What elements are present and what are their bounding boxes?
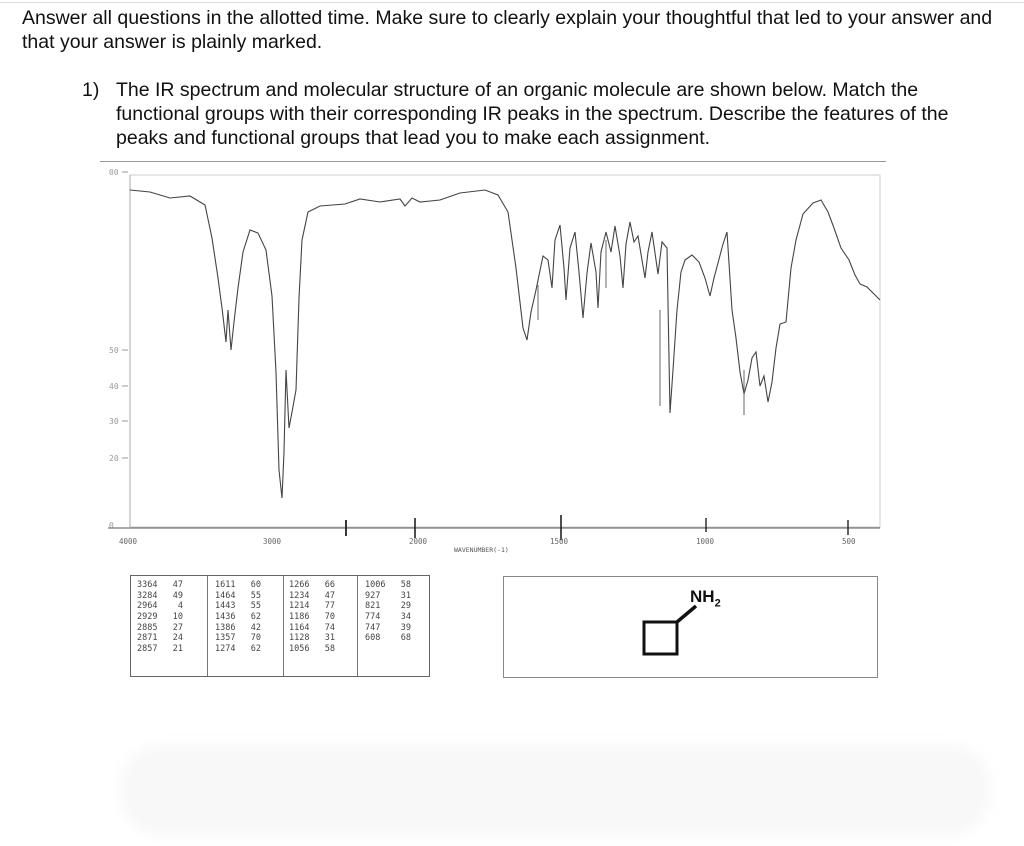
y-tick-label: 30 — [109, 417, 119, 426]
peak-wavenumber: 1006 — [365, 580, 386, 590]
peak-wavenumber: 1464 — [215, 590, 236, 601]
y-tick-label: 20 — [109, 454, 119, 463]
peak-row — [137, 633, 183, 644]
peak-row — [215, 591, 261, 602]
peak-transmittance: 70 — [324, 612, 335, 623]
peak-transmittance: 29 — [400, 601, 411, 612]
peak-transmittance: 34 — [400, 612, 411, 623]
top-divider — [0, 2, 1024, 3]
peak-column — [137, 580, 183, 655]
peak-row — [365, 633, 411, 644]
peak-wavenumber: 1186 — [289, 612, 310, 623]
peak-wavenumber: 1056 — [289, 644, 310, 655]
peak-row — [137, 601, 183, 612]
ir-spectrum — [100, 160, 890, 555]
peak-row — [289, 623, 335, 634]
peak-row — [215, 612, 261, 623]
peak-row — [289, 633, 335, 644]
y-tick-label: 00 — [109, 168, 119, 177]
peak-transmittance: 21 — [172, 644, 183, 655]
peak-row — [289, 612, 335, 623]
peak-column — [215, 580, 261, 655]
peak-transmittance: 47 — [324, 590, 335, 601]
peak-wavenumber: 2964 — [137, 601, 158, 612]
peak-transmittance: 10 — [172, 612, 183, 623]
peak-transmittance: 74 — [324, 622, 335, 633]
x-tick-label: 500 — [842, 537, 856, 546]
peak-wavenumber: 1386 — [215, 622, 236, 633]
peak-row — [365, 601, 411, 612]
y-tick-labels — [109, 168, 119, 530]
peak-row — [365, 612, 411, 623]
peak-row — [215, 644, 261, 655]
peak-row — [215, 623, 261, 634]
peak-transmittance: 47 — [172, 580, 183, 590]
peak-row — [215, 633, 261, 644]
peak-wavenumber: 1128 — [289, 633, 310, 644]
peak-wavenumber: 1274 — [215, 644, 236, 655]
peak-transmittance: 24 — [172, 633, 183, 644]
peak-transmittance: 58 — [324, 644, 335, 655]
peak-transmittance: 77 — [324, 601, 335, 612]
instructions-text: Answer all questions in the allotted time. Make sure to clearly explain your thoughtful that led to your answer and that your answer is plainly marked. — [22, 7, 993, 53]
peak-row — [289, 580, 335, 591]
peak-wavenumber: 1436 — [215, 612, 236, 623]
peak-wavenumber: 3364 — [137, 580, 158, 590]
y-tick-label: 50 — [109, 346, 119, 355]
peak-transmittance: 55 — [250, 590, 261, 601]
x-tick-label: 1500 — [550, 537, 569, 546]
peak-row — [215, 580, 261, 591]
peak-wavenumber: 1443 — [215, 601, 236, 612]
peak-wavenumber: 1164 — [289, 622, 310, 633]
peak-transmittance: 39 — [400, 622, 411, 633]
peak-wavenumber: 927 — [365, 590, 381, 601]
peak-wavenumber: 774 — [365, 612, 381, 623]
peak-wavenumber: 1357 — [215, 633, 236, 644]
peak-transmittance: 27 — [172, 622, 183, 633]
blurred-region — [120, 745, 990, 835]
amine-label-subscript: 2 — [714, 597, 721, 610]
question-text: The IR spectrum and molecular structure of an organic molecule are shown below. Match the functional groups with their corresponding IR peaks in the spectrum. Describe the features of the peaks and functional groups that lead you to make each assignment. — [116, 79, 949, 149]
peak-column — [289, 580, 335, 655]
x-tick-labels — [119, 537, 856, 546]
peak-row — [137, 580, 183, 591]
x-tick-label: 1000 — [696, 537, 715, 546]
spectrum-frame — [130, 175, 880, 527]
peak-transmittance: 31 — [400, 590, 411, 601]
peak-row — [289, 644, 335, 655]
peak-row — [137, 612, 183, 623]
peak-wavenumber: 2929 — [137, 612, 158, 623]
spectrum-trace — [130, 190, 880, 498]
peak-row — [365, 623, 411, 634]
x-axis-label: WAVENUMBER(-1) — [454, 546, 509, 554]
peak-wavenumber: 747 — [365, 622, 381, 633]
peak-transmittance: 60 — [250, 580, 261, 590]
amine-label-text: NH — [690, 587, 715, 606]
peak-column — [365, 580, 411, 644]
peak-wavenumber: 2871 — [137, 633, 158, 644]
amine-label — [690, 587, 721, 609]
peak-transmittance: 66 — [324, 580, 335, 590]
peak-wavenumber: 1611 — [215, 580, 236, 590]
x-tick-label: 2000 — [409, 537, 428, 546]
peak-transmittance: 68 — [400, 633, 411, 644]
peak-transmittance: 62 — [250, 644, 261, 655]
y-tick-label: 40 — [109, 382, 119, 391]
peak-wavenumber: 821 — [365, 601, 381, 612]
x-tick-label: 3000 — [263, 537, 282, 546]
peak-row — [137, 591, 183, 602]
peak-transmittance: 31 — [324, 633, 335, 644]
peak-wavenumber: 3284 — [137, 590, 158, 601]
peak-wavenumber: 608 — [365, 633, 381, 644]
peak-row — [289, 601, 335, 612]
cyclobutane-ring-icon — [640, 600, 720, 665]
peak-wavenumber: 2857 — [137, 644, 158, 655]
peak-row — [215, 601, 261, 612]
y-tick-label: 0 — [109, 521, 114, 530]
peak-row — [137, 644, 183, 655]
x-tick-label: 4000 — [119, 537, 138, 546]
peak-transmittance: 62 — [250, 612, 261, 623]
peak-transmittance: 70 — [250, 633, 261, 644]
peak-transmittance: 42 — [250, 622, 261, 633]
peak-transmittance: 4 — [177, 601, 183, 612]
peak-wavenumber: 1234 — [289, 590, 310, 601]
peak-table — [130, 575, 430, 677]
peak-row — [289, 591, 335, 602]
peak-wavenumber: 2885 — [137, 622, 158, 633]
question-number: 1) — [82, 79, 100, 101]
peak-transmittance: 49 — [172, 590, 183, 601]
peak-wavenumber: 1214 — [289, 601, 310, 612]
peak-transmittance: 58 — [400, 580, 411, 590]
peak-row — [365, 591, 411, 602]
peak-wavenumber: 1266 — [289, 580, 310, 590]
peak-transmittance: 55 — [250, 601, 261, 612]
peak-row — [365, 580, 411, 591]
peak-row — [137, 623, 183, 634]
